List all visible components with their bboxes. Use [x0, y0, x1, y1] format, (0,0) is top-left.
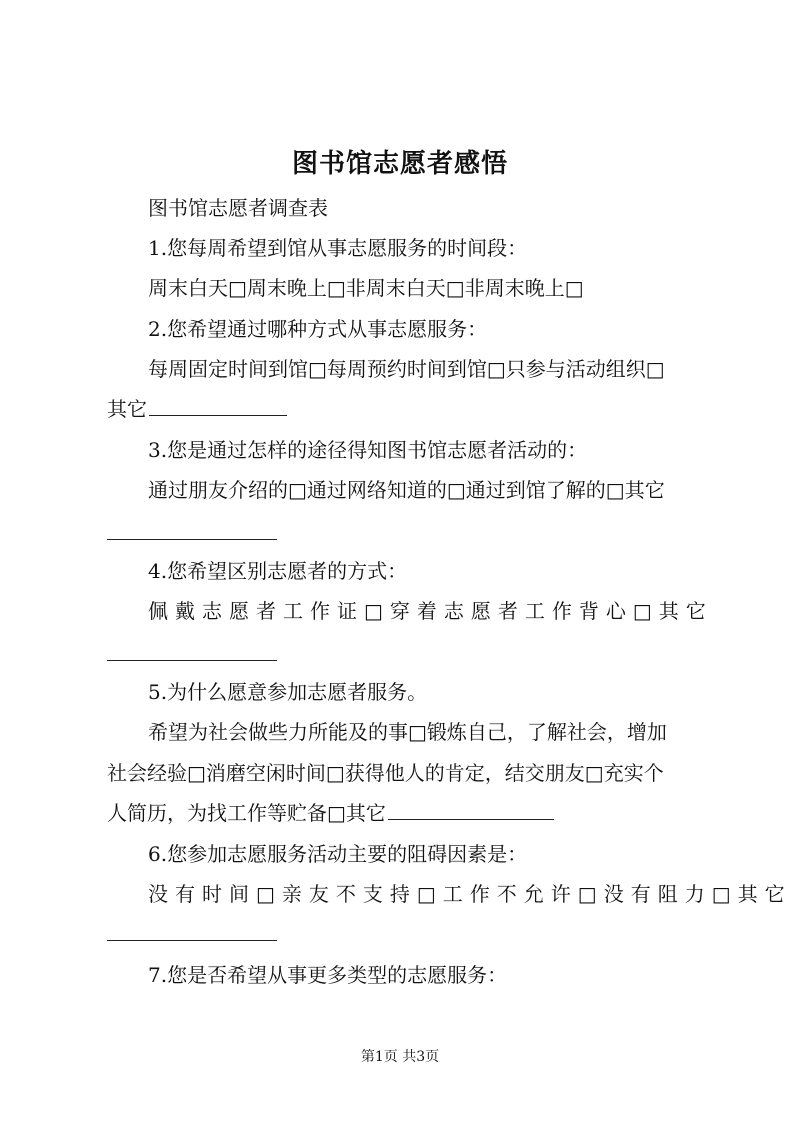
page-number: 第1页 共3页	[360, 1049, 440, 1065]
question-6: 6.您参加志愿服务活动主要的阻碍因素是：	[148, 842, 528, 866]
question-5: 5.为什么愿意参加志愿者服务。	[148, 680, 428, 704]
question-5-options-line-3-text: 人简历，为找工作等贮备□其它	[107, 801, 386, 825]
question-2-other-line	[107, 396, 287, 422]
question-5-options-line-3	[107, 800, 554, 826]
question-3-other-blank	[107, 539, 277, 540]
question-4-options: 佩戴志愿者工作证□穿着志愿者工作背心□其它	[148, 599, 713, 623]
question-2-other-label: 其它	[107, 397, 147, 421]
question-6-other-blank	[107, 940, 277, 941]
question-2-other-blank	[149, 397, 287, 416]
question-2: 2.您希望通过哪种方式从事志愿服务：	[148, 317, 488, 341]
document-title: 图书馆志愿者感悟	[291, 149, 508, 179]
question-6-options: 没有时间□亲友不支持□工作不允许□没有阻力□其它	[148, 882, 792, 906]
question-5-other-blank	[388, 801, 554, 820]
question-5-options-line-1: 希望为社会做些力所能及的事□锻炼自己，了解社会，增加	[148, 720, 667, 744]
question-4: 4.您希望区别志愿者的方式：	[148, 559, 408, 583]
question-3-options: 通过朋友介绍的□通过网络知道的□通过到馆了解的□其它	[148, 478, 665, 502]
question-7: 7.您是否希望从事更多类型的志愿服务：	[148, 963, 508, 987]
question-1-options: 周末白天□周末晚上□非周末白天□非周末晚上□	[148, 276, 584, 300]
question-1: 1.您每周希望到馆从事志愿服务的时间段：	[148, 236, 528, 260]
survey-heading: 图书馆志愿者调查表	[148, 196, 328, 220]
question-5-options-line-2: 社会经验□消磨空闲时间□获得他人的肯定，结交朋友□充实个	[107, 761, 664, 785]
question-2-options: 每周固定时间到馆□每周预约时间到馆□只参与活动组织□	[148, 357, 665, 381]
question-4-other-blank	[107, 660, 277, 661]
question-3: 3.您是通过怎样的途径得知图书馆志愿者活动的：	[148, 438, 588, 462]
